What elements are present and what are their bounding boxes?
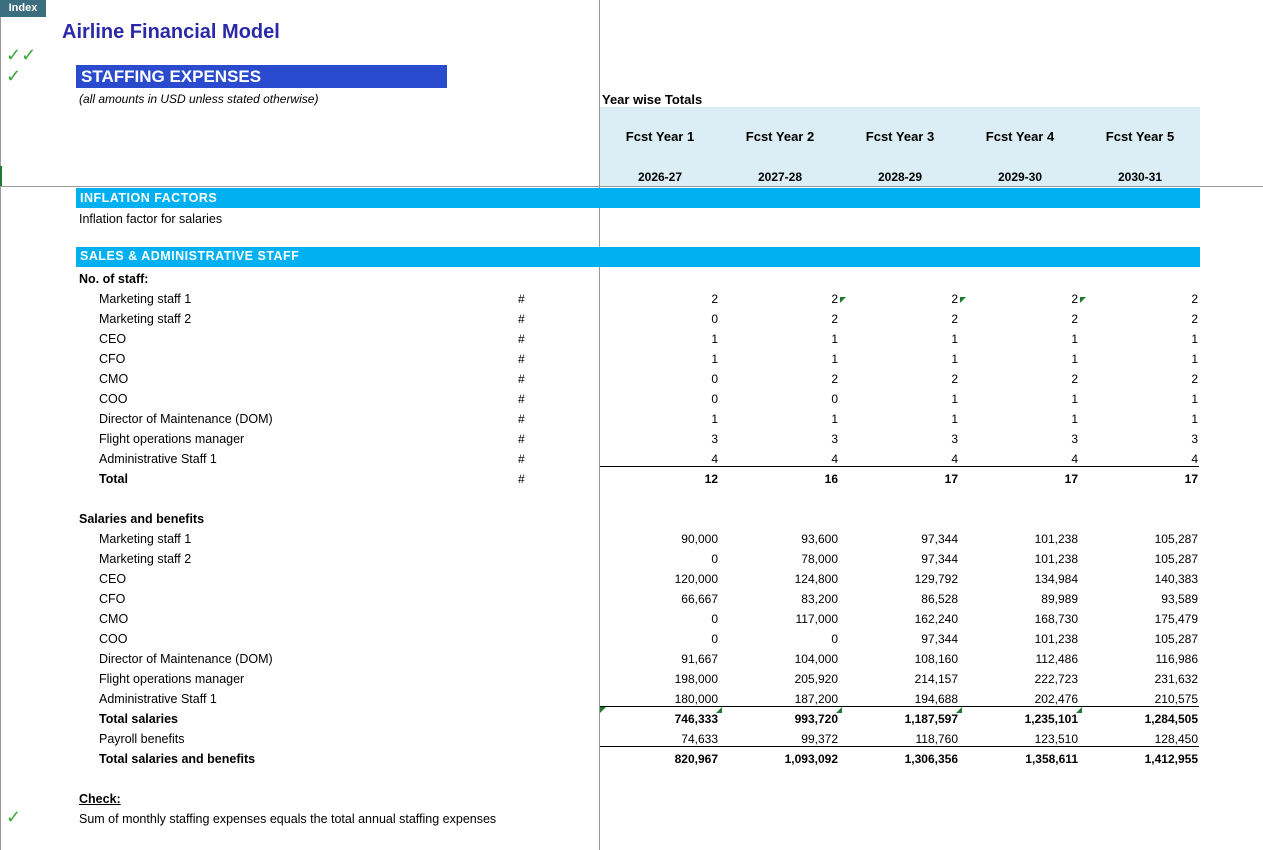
- salary-row-value[interactable]: 105,287: [1154, 552, 1198, 566]
- staff-row-value[interactable]: 1: [711, 332, 718, 346]
- salary-row-value[interactable]: 105,287: [1154, 532, 1198, 546]
- salary-row-value[interactable]: 104,000: [794, 652, 838, 666]
- staff-row-value[interactable]: 1: [831, 352, 838, 366]
- staff-row-value[interactable]: 4: [951, 452, 958, 466]
- salary-row-value[interactable]: 105,287: [1154, 632, 1198, 646]
- salary-row-value[interactable]: 89,989: [1041, 592, 1078, 606]
- staff-row-label: Administrative Staff 1: [99, 452, 217, 466]
- total-salaries-benefits-value[interactable]: 820,967: [674, 752, 718, 766]
- staff-row-value[interactable]: 1: [711, 352, 718, 366]
- salary-row-value[interactable]: 129,792: [914, 572, 958, 586]
- payroll-benefits-value[interactable]: 74,633: [681, 732, 718, 746]
- salary-row-value[interactable]: 187,200: [794, 692, 838, 706]
- staff-row-value[interactable]: 1: [1071, 332, 1078, 346]
- staff-row-value[interactable]: 1: [831, 332, 838, 346]
- salary-row-value[interactable]: 97,344: [921, 632, 958, 646]
- salary-row-value[interactable]: 90,000: [681, 532, 718, 546]
- staff-row-label: Marketing staff 2: [99, 312, 192, 326]
- total-salaries-benefits-label: Total salaries and benefits: [99, 752, 256, 766]
- note-marker-icon: [960, 297, 966, 303]
- salary-row-label: Marketing staff 2: [99, 552, 192, 566]
- section-title: STAFFING EXPENSES: [76, 65, 447, 88]
- unit-label: #: [518, 392, 525, 406]
- payroll-benefits-value[interactable]: 128,450: [1154, 732, 1198, 746]
- salary-row-label: Administrative Staff 1: [99, 692, 217, 706]
- checkmark-icon: ✓: [6, 807, 22, 827]
- salaries-header: Salaries and benefits: [79, 512, 205, 526]
- staff-total-value[interactable]: 16: [824, 472, 838, 486]
- staff-row-value[interactable]: 1: [1071, 392, 1078, 406]
- staff-row-value[interactable]: 1: [951, 352, 958, 366]
- staff-total-value[interactable]: 17: [1064, 472, 1078, 486]
- payroll-benefits-value[interactable]: 99,372: [801, 732, 838, 746]
- salary-row-value[interactable]: 93,600: [801, 532, 838, 546]
- year-label: Fcst Year 2: [745, 129, 815, 144]
- staff-row-value[interactable]: 1: [1191, 332, 1198, 346]
- staff-row-value[interactable]: 2: [951, 292, 958, 306]
- year-span: 2029-30: [997, 170, 1043, 184]
- currency-note: (all amounts in USD unless stated otherwise): [79, 92, 319, 106]
- inflation-band-label: INFLATION FACTORS: [80, 191, 218, 205]
- salary-row-label: CMO: [99, 612, 129, 626]
- staff-row-value[interactable]: 3: [1071, 432, 1078, 446]
- salary-row-value[interactable]: 168,730: [1034, 612, 1078, 626]
- total-benefits-rule: [600, 746, 1199, 747]
- staff-row-value[interactable]: 1: [831, 412, 838, 426]
- salary-row-label: COO: [99, 632, 128, 646]
- staff-row-value[interactable]: 0: [711, 392, 718, 406]
- year-label: Fcst Year 3: [865, 129, 935, 144]
- salary-row-value[interactable]: 93,589: [1161, 592, 1198, 606]
- salary-row-value[interactable]: 101,238: [1034, 532, 1078, 546]
- check-text: Sum of monthly staffing expenses equals the total annual staffing expenses: [79, 812, 497, 826]
- staff-row-label: CMO: [99, 372, 129, 386]
- note-marker-icon: [716, 707, 722, 713]
- salary-row-value[interactable]: 86,528: [921, 592, 958, 606]
- total-salaries-benefits-value[interactable]: 1,358,611: [1025, 752, 1078, 766]
- total-salaries-benefits-value[interactable]: 1,306,356: [904, 752, 958, 766]
- staff-total-value[interactable]: 17: [944, 472, 958, 486]
- staff-row-value[interactable]: 2: [1191, 312, 1198, 326]
- salary-row-value[interactable]: 210,575: [1154, 692, 1198, 706]
- staff-row-value[interactable]: 2: [1071, 312, 1078, 326]
- salary-row-value[interactable]: 222,723: [1034, 672, 1078, 686]
- checkmark-icon: ✓: [6, 66, 22, 86]
- staff-row-value[interactable]: 0: [831, 392, 838, 406]
- total-salaries-value[interactable]: 993,720: [794, 712, 838, 726]
- payroll-benefits-value[interactable]: 123,510: [1034, 732, 1078, 746]
- staff-header: No. of staff:: [79, 272, 149, 286]
- staff-row-value[interactable]: 2: [951, 312, 958, 326]
- salary-row-value[interactable]: 101,238: [1034, 632, 1078, 646]
- staff-row-value[interactable]: 1: [1191, 352, 1198, 366]
- staff-row-value[interactable]: 3: [951, 432, 958, 446]
- note-marker-icon: [1080, 297, 1086, 303]
- staff-row-label: COO: [99, 392, 128, 406]
- year-label: Fcst Year 4: [985, 129, 1055, 144]
- total-salaries-label: Total salaries: [99, 712, 178, 726]
- staff-total-value[interactable]: 12: [704, 472, 718, 486]
- salary-row-value[interactable]: 0: [711, 552, 718, 566]
- payroll-benefits-label: Payroll benefits: [99, 732, 185, 746]
- unit-label: #: [518, 292, 525, 306]
- staff-row-value[interactable]: 4: [831, 452, 838, 466]
- grid-line-left: [0, 17, 1, 850]
- staff-row-value[interactable]: 1: [951, 332, 958, 346]
- staff-total-label: Total: [99, 472, 128, 486]
- staff-row-label: Flight operations manager: [99, 432, 245, 446]
- salary-row-value[interactable]: 101,238: [1034, 552, 1078, 566]
- year-wise-totals-label: Year wise Totals: [602, 92, 703, 107]
- total-salaries-value[interactable]: 746,333: [674, 712, 718, 726]
- staff-row-label: CFO: [99, 352, 126, 366]
- staff-row-value[interactable]: 4: [711, 452, 718, 466]
- salary-row-value[interactable]: 117,000: [795, 612, 838, 626]
- staff-row-value[interactable]: 1: [1191, 392, 1198, 406]
- salary-row-value[interactable]: 202,476: [1034, 692, 1078, 706]
- staff-row-value[interactable]: 2: [1071, 292, 1078, 306]
- staff-row-label: Marketing staff 1: [99, 292, 192, 306]
- freeze-marker: [0, 166, 2, 186]
- note-marker-icon: [956, 707, 962, 713]
- unit-label: #: [518, 372, 525, 386]
- staff-row-value[interactable]: 2: [831, 372, 838, 386]
- unit-label: #: [518, 472, 525, 486]
- note-marker-icon: [840, 297, 846, 303]
- year-span: 2028-29: [877, 170, 923, 184]
- staff-row-value[interactable]: 1: [951, 392, 958, 406]
- staff-row-value[interactable]: 1: [1071, 352, 1078, 366]
- check-label: Check:: [79, 792, 121, 806]
- staff-row-value[interactable]: 3: [1191, 432, 1198, 446]
- salary-row-value[interactable]: 198,000: [674, 672, 718, 686]
- note-marker-icon: [600, 707, 606, 713]
- salary-row-value[interactable]: 175,479: [1154, 612, 1198, 626]
- index-button[interactable]: Index: [0, 0, 46, 17]
- salary-row-value[interactable]: 83,200: [801, 592, 838, 606]
- inflation-band: [76, 188, 1200, 208]
- year-span: 2026-27: [637, 170, 683, 184]
- salary-row-value[interactable]: 66,667: [681, 592, 718, 606]
- salary-row-value[interactable]: 120,000: [674, 572, 718, 586]
- salary-row-value[interactable]: 97,344: [921, 552, 958, 566]
- salary-row-value[interactable]: 231,632: [1154, 672, 1198, 686]
- salary-row-value[interactable]: 214,157: [914, 672, 958, 686]
- staff-row-value[interactable]: 1: [1191, 412, 1198, 426]
- total-salaries-rule: [600, 706, 1199, 707]
- staff-row-label: Director of Maintenance (DOM): [99, 412, 273, 426]
- salary-row-value[interactable]: 116,986: [1155, 652, 1198, 666]
- salary-row-value[interactable]: 97,344: [921, 532, 958, 546]
- payroll-benefits-value[interactable]: 118,760: [915, 732, 958, 746]
- salary-row-label: Marketing staff 1: [99, 532, 192, 546]
- unit-label: #: [518, 412, 525, 426]
- staff-row-value[interactable]: 0: [711, 312, 718, 326]
- salary-row-label: Director of Maintenance (DOM): [99, 652, 273, 666]
- salary-row-value[interactable]: 205,920: [794, 672, 838, 686]
- salary-row-label: CFO: [99, 592, 126, 606]
- salary-row-value[interactable]: 134,984: [1034, 572, 1078, 586]
- staff-row-value[interactable]: 2: [711, 292, 718, 306]
- staff-row-value[interactable]: 3: [831, 432, 838, 446]
- staff-row-value[interactable]: 1: [1071, 412, 1078, 426]
- staff-row-value[interactable]: 2: [831, 292, 838, 306]
- year-label: Fcst Year 1: [625, 129, 695, 144]
- salary-row-label: CEO: [99, 572, 127, 586]
- total-salaries-value[interactable]: 1,235,101: [1024, 712, 1078, 726]
- note-marker-icon: [1076, 707, 1082, 713]
- staff-row-value[interactable]: 4: [1071, 452, 1078, 466]
- staff-row-label: CEO: [99, 332, 127, 346]
- salary-row-value[interactable]: 78,000: [801, 552, 838, 566]
- staff-row-value[interactable]: 0: [711, 372, 718, 386]
- total-rule: [600, 466, 1199, 467]
- unit-label: #: [518, 312, 525, 326]
- staff-row-value[interactable]: 2: [951, 372, 958, 386]
- year-span: 2030-31: [1117, 170, 1163, 184]
- staff-row-value[interactable]: 2: [1071, 372, 1078, 386]
- staff-row-value[interactable]: 3: [711, 432, 718, 446]
- grid-line-header: [0, 186, 1263, 187]
- salary-row-value[interactable]: 124,800: [794, 572, 838, 586]
- salary-row-value[interactable]: 0: [831, 632, 838, 646]
- salary-row-value[interactable]: 91,667: [681, 652, 718, 666]
- total-salaries-value[interactable]: 1,187,597: [904, 712, 958, 726]
- unit-label: #: [518, 452, 525, 466]
- total-salaries-value[interactable]: 1,284,505: [1144, 712, 1198, 726]
- salary-row-value[interactable]: 180,000: [674, 692, 718, 706]
- year-label: Fcst Year 5: [1105, 129, 1175, 144]
- staff-total-value[interactable]: 17: [1184, 472, 1198, 486]
- sales-admin-band-label: SALES & ADMINISTRATIVE STAFF: [80, 249, 300, 263]
- salary-row-value[interactable]: 0: [711, 612, 718, 626]
- salary-row-value[interactable]: 162,240: [914, 612, 958, 626]
- unit-label: #: [518, 432, 525, 446]
- inflation-row-label: Inflation factor for salaries: [79, 212, 223, 226]
- salary-row-value[interactable]: 0: [711, 632, 718, 646]
- salary-row-value[interactable]: 112,486: [1035, 652, 1078, 666]
- unit-label: #: [518, 352, 525, 366]
- salary-row-label: Flight operations manager: [99, 672, 245, 686]
- salary-row-value[interactable]: 108,160: [914, 652, 958, 666]
- staff-row-value[interactable]: 1: [951, 412, 958, 426]
- staff-row-value[interactable]: 4: [1191, 452, 1198, 466]
- staff-row-value[interactable]: 1: [711, 412, 718, 426]
- checkmark-icon: ✓✓: [6, 45, 37, 65]
- unit-label: #: [518, 332, 525, 346]
- staff-row-value[interactable]: 2: [1191, 292, 1198, 306]
- staff-row-value[interactable]: 2: [1191, 372, 1198, 386]
- total-salaries-benefits-value[interactable]: 1,093,092: [784, 752, 838, 766]
- year-span: 2027-28: [757, 170, 803, 184]
- total-salaries-benefits-value[interactable]: 1,412,955: [1144, 752, 1198, 766]
- salary-row-value[interactable]: 140,383: [1154, 572, 1198, 586]
- note-marker-icon: [836, 707, 842, 713]
- salary-row-value[interactable]: 194,688: [914, 692, 958, 706]
- staff-row-value[interactable]: 2: [831, 312, 838, 326]
- page-title: Airline Financial Model: [62, 21, 280, 43]
